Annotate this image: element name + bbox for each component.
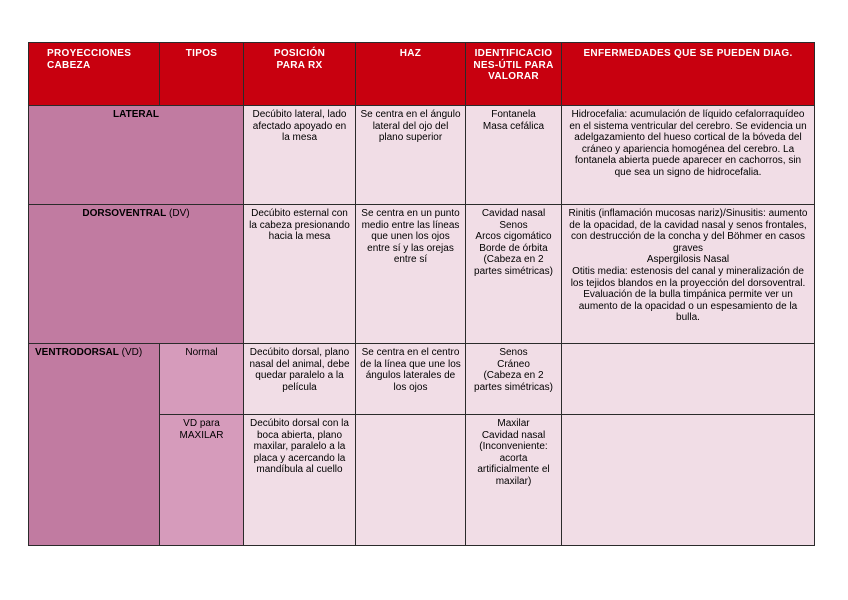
- identification-cell: Fontanela Masa cefálica: [466, 106, 562, 205]
- position-cell: Decúbito esternal con la cabeza presionando hacia la mesa: [244, 205, 356, 344]
- projection-abbrev: (VD): [118, 347, 143, 358]
- type-normal: Normal: [160, 344, 244, 415]
- projections-sheet: [28, 42, 814, 546]
- diseases-cell: [562, 344, 815, 415]
- header-row: [29, 43, 815, 106]
- header-beam: HAZ: [356, 43, 466, 106]
- projections-table: [28, 42, 815, 546]
- projection-lateral: LATERAL: [29, 106, 244, 205]
- header-identification: IDENTIFICACIONES-ÚTIL PARA VALORAR: [466, 43, 562, 106]
- table-row: [29, 344, 815, 415]
- projection-name: DORSOVENTRAL: [82, 208, 167, 219]
- diseases-cell: Rinitis (inflamación mucosas nariz)/Sinusitis: aumento de la opacidad, de la cavidad nasal y senos frontales, con destrucción de la concha y del Böhmer en casos graves Aspergilosis Nasal Otitis media: estenosis del canal y mineralización de los tejidos blandos en la proyección del dorsoventral. Evaluación de la bulla timpánica permite ver un aumento de la opacidad o un espesamiento de la bulla.: [562, 205, 815, 344]
- table-row: [29, 205, 815, 344]
- diseases-cell: Hidrocefalia: acumulación de líquido cefalorraquídeo en el sistema ventricular del cerebro. Se evidencia un adelgazamiento del hueso cortical de la bóveda del cráneo y apariencia homogénea del cerebro. La fontanela abierta puede aparecer en cachorros, sin que sea un signo de hidrocefalia.: [562, 106, 815, 205]
- projection-name: VENTRODORSAL: [35, 347, 119, 358]
- position-cell: Decúbito dorsal con la boca abierta, plano maxilar, paralelo a la placa y acercando la mandíbula al cuello: [244, 415, 356, 546]
- projection-dorsoventral: [29, 205, 244, 344]
- beam-cell: Se centra en el ángulo lateral del ojo del plano superior: [356, 106, 466, 205]
- header-position: POSICIÓN PARA RX: [244, 43, 356, 106]
- type-maxilar: VD para MAXILAR: [160, 415, 244, 546]
- header-projections: PROYECCIONES CABEZA: [29, 43, 160, 106]
- identification-cell: Cavidad nasal Senos Arcos cigomático Borde de órbita (Cabeza en 2 partes simétricas): [466, 205, 562, 344]
- table-row: [29, 106, 815, 205]
- position-cell: Decúbito dorsal, plano nasal del animal, debe quedar paralelo a la película: [244, 344, 356, 415]
- diseases-cell: [562, 415, 815, 546]
- beam-cell: [356, 415, 466, 546]
- header-types: TIPOS: [160, 43, 244, 106]
- position-cell: Decúbito lateral, lado afectado apoyado en la mesa: [244, 106, 356, 205]
- projection-ventrodorsal: [29, 344, 160, 546]
- identification-cell: Senos Cráneo (Cabeza en 2 partes simétricas): [466, 344, 562, 415]
- projection-abbrev: (DV): [166, 208, 190, 219]
- beam-cell: Se centra en un punto medio entre las líneas que unen los ojos entre sí y las orejas entre sí: [356, 205, 466, 344]
- header-diseases: ENFERMEDADES QUE SE PUEDEN DIAG.: [562, 43, 815, 106]
- beam-cell: Se centra en el centro de la línea que une los ángulos laterales de los ojos: [356, 344, 466, 415]
- identification-cell: Maxilar Cavidad nasal (Inconveniente: acorta artificialmente el maxilar): [466, 415, 562, 546]
